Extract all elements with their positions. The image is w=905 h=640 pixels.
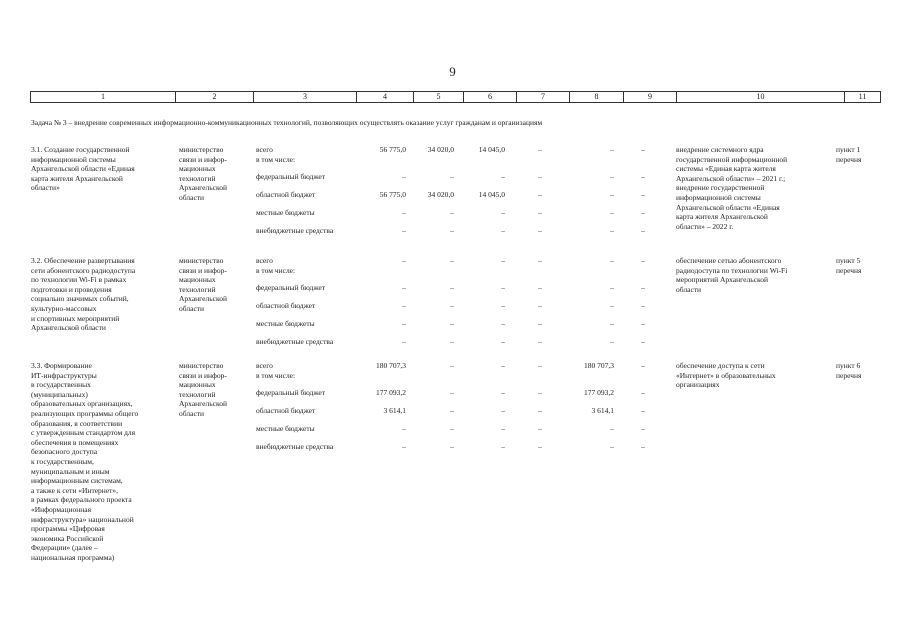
item-result <box>676 145 828 231</box>
item-result-line: области <box>676 284 702 294</box>
item-name-line: и спортивных мероприятий <box>31 313 120 323</box>
funding-row <box>256 337 666 347</box>
funding-value-6: – <box>501 208 505 217</box>
item-result <box>676 361 828 390</box>
item-result-line: обеспечение доступа к сети <box>676 361 765 370</box>
funding-value-9: – <box>641 172 645 181</box>
funding-value-8: – <box>610 226 614 235</box>
page-number: 9 <box>449 64 456 79</box>
funding-source-label-line: федеральный бюджет <box>256 388 326 397</box>
funding-value-4: – <box>402 226 406 235</box>
funding-source-label <box>256 406 315 416</box>
task-title: Задача № 3 – внедрение современных информационно-коммуникационных технологий, позволяющих осуществлять оказание услуг гражданам и организациям <box>31 118 543 127</box>
funding-value-6: – <box>501 301 505 310</box>
item-executor <box>179 256 249 314</box>
item-result-line: внедрение системного ядра <box>676 145 764 154</box>
funding-value-7: – <box>538 361 542 370</box>
funding-value-6: – <box>501 442 505 451</box>
funding-value-5: – <box>450 406 454 415</box>
funding-source-label-line: областной бюджет <box>256 406 316 415</box>
item-name <box>31 256 173 333</box>
item-result-line: системы «Единая карта жителя <box>676 164 776 174</box>
funding-value-4: – <box>402 172 406 181</box>
item-name-line: карта жителя Архангельской <box>31 173 123 183</box>
item-name <box>31 145 173 193</box>
funding-source-label-line: федеральный бюджет <box>256 172 326 181</box>
funding-value-8: – <box>610 283 614 292</box>
funding-value-9: – <box>641 208 645 217</box>
funding-value-8: – <box>610 301 614 310</box>
item-executor <box>179 145 249 203</box>
item-name-line: реализующих программы общего <box>31 408 139 418</box>
item-reference-line: перечня <box>836 154 862 164</box>
funding-value-7: – <box>538 283 542 292</box>
funding-row <box>256 208 666 218</box>
item-executor-line: технологий <box>179 284 216 294</box>
funding-row <box>256 283 666 293</box>
funding-source-label <box>256 226 333 236</box>
funding-value-6: 14 045,0 <box>478 145 505 154</box>
item-name <box>31 361 173 562</box>
item-name-line: инфраструктура» национальной <box>31 514 134 524</box>
item-name-line: с утвержденным стандартом для <box>31 428 136 438</box>
funding-value-6: – <box>501 406 505 415</box>
funding-value-9: – <box>641 301 645 310</box>
funding-value-9: – <box>641 319 645 328</box>
funding-value-5: 34 020,0 <box>427 190 454 199</box>
funding-value-6: – <box>501 226 505 235</box>
funding-value-8: – <box>610 442 614 451</box>
item-name-line: Федерации» (далее – <box>31 543 98 553</box>
funding-value-7: – <box>538 256 542 265</box>
funding-source-label-line: местные бюджеты <box>256 424 315 433</box>
funding-value-8: 180 707,3 <box>584 361 614 370</box>
funding-value-7: – <box>538 424 542 433</box>
item-reference-line: пункт 1 <box>836 145 861 154</box>
item-result-line: области» – 2022 г. <box>676 221 734 231</box>
funding-value-7: – <box>538 208 542 217</box>
item-name-line: 3.2. Обеспечение развертывания <box>31 256 135 265</box>
funding-value-4: 177 093,2 <box>376 388 406 397</box>
funding-source-label-line: в том числе: <box>256 155 296 164</box>
funding-value-5: – <box>450 256 454 265</box>
funding-source-label <box>256 208 315 218</box>
item-reference-line: перечня <box>836 265 862 275</box>
funding-row <box>256 442 666 452</box>
funding-value-6: 14 045,0 <box>478 190 505 199</box>
funding-value-9: – <box>641 145 645 154</box>
funding-value-8: – <box>610 337 614 346</box>
funding-source-label-line: внебюджетные средства <box>256 337 334 346</box>
item-result-line: информационной системы <box>676 192 761 202</box>
funding-value-5: – <box>450 337 454 346</box>
funding-row <box>256 145 666 164</box>
item-name-line: муниципальным и иным <box>31 466 110 476</box>
column-number-2: 2 <box>176 92 254 103</box>
item-executor-line: связи и инфор- <box>179 154 227 164</box>
item-name-line: подготовки и проведения <box>31 284 112 294</box>
item-result-line: обеспечение сетью абонентского <box>676 256 782 265</box>
item-result-line: Архангельской области «Единая <box>676 202 780 212</box>
funding-value-7: – <box>538 442 542 451</box>
item-name-line: экономика Российской <box>31 533 104 543</box>
item-result <box>676 256 828 294</box>
funding-value-4: – <box>402 424 406 433</box>
item-name-line: 3.3. Формирование <box>31 361 92 370</box>
column-number-10: 10 <box>677 92 845 103</box>
funding-value-5: – <box>450 208 454 217</box>
column-number-5: 5 <box>414 92 464 103</box>
funding-value-5: – <box>450 301 454 310</box>
item-result-line: внедрение государственной <box>676 183 765 193</box>
funding-value-5: – <box>450 424 454 433</box>
funding-source-label <box>256 442 333 452</box>
funding-value-7: – <box>538 388 542 397</box>
funding-source-label <box>256 337 333 347</box>
funding-value-8: 177 093,2 <box>584 388 614 397</box>
funding-value-6: – <box>501 388 505 397</box>
item-executor-line: мационных <box>179 164 216 174</box>
column-number-9: 9 <box>624 92 677 103</box>
item-name-line: к государственным, <box>31 456 94 466</box>
funding-value-6: – <box>501 319 505 328</box>
item-name-line: безопасного доступа <box>31 447 98 457</box>
funding-row <box>256 424 666 434</box>
item-executor-line: области <box>179 303 205 313</box>
item-name-line: «Информационная <box>31 504 92 514</box>
funding-value-9: – <box>641 361 645 370</box>
funding-row <box>256 319 666 329</box>
item-executor-line: связи и инфор- <box>179 370 227 380</box>
funding-value-5: – <box>450 172 454 181</box>
column-number-1: 1 <box>31 92 176 103</box>
item-name-line: по технологии Wi-Fi в рамках <box>31 275 127 285</box>
funding-value-5: – <box>450 361 454 370</box>
funding-value-9: – <box>641 226 645 235</box>
item-executor-line: мационных <box>179 275 216 285</box>
funding-value-4: – <box>402 442 406 451</box>
funding-value-5: – <box>450 226 454 235</box>
item-result-line: Архангельской области» – 2021 г.; <box>676 173 786 183</box>
funding-row <box>256 172 666 182</box>
item-name-line: а также к сети «Интернет», <box>31 485 119 495</box>
item-executor-line: области <box>179 192 205 202</box>
funding-value-6: – <box>501 256 505 265</box>
funding-source-label <box>256 172 325 182</box>
funding-source-label-line: в том числе: <box>256 266 296 275</box>
item-name-line: (муниципальных) <box>31 389 88 399</box>
column-number-11: 11 <box>845 92 881 103</box>
column-number-3: 3 <box>254 92 357 103</box>
funding-row <box>256 361 666 380</box>
item-executor-line: Архангельской <box>179 294 227 304</box>
funding-row <box>256 301 666 311</box>
funding-value-7: – <box>538 145 542 154</box>
item-reference-line: пункт 6 <box>836 361 861 370</box>
funding-value-7: – <box>538 319 542 328</box>
funding-row <box>256 406 666 416</box>
funding-value-4: – <box>402 256 406 265</box>
funding-source-label-line: всего <box>256 361 273 370</box>
funding-value-6: – <box>501 172 505 181</box>
item-executor <box>179 361 249 419</box>
item-executor-line: Архангельской <box>179 399 227 409</box>
funding-value-4: – <box>402 319 406 328</box>
item-executor-line: технологий <box>179 389 216 399</box>
item-name-line: обеспечения в помещениях <box>31 437 119 447</box>
funding-value-4: – <box>402 301 406 310</box>
funding-value-7: – <box>538 301 542 310</box>
item-reference <box>836 145 880 164</box>
funding-value-5: – <box>450 283 454 292</box>
item-name-line: информационным системам, <box>31 476 123 486</box>
funding-value-9: – <box>641 442 645 451</box>
funding-source-label-line: областной бюджет <box>256 301 316 310</box>
funding-value-6: – <box>501 337 505 346</box>
item-executor-line: министерство <box>179 145 224 154</box>
item-executor-line: мационных <box>179 380 216 390</box>
funding-row <box>256 388 666 398</box>
item-name-line: программы «Цифровая <box>31 524 105 534</box>
item-reference <box>836 361 880 380</box>
funding-value-8: – <box>610 190 614 199</box>
item-name-line: 3.1. Создание государственной <box>31 145 130 154</box>
item-name-line: информационной системы <box>31 154 116 164</box>
funding-value-8: – <box>610 172 614 181</box>
item-reference-line: перечня <box>836 370 862 380</box>
funding-value-9: – <box>641 337 645 346</box>
funding-source-label-line: в том числе: <box>256 371 296 380</box>
funding-value-4: 3 614,1 <box>383 406 406 415</box>
funding-value-5: – <box>450 388 454 397</box>
funding-source-label <box>256 388 325 398</box>
item-result-line: мероприятий Архангельской <box>676 275 768 285</box>
funding-value-9: – <box>641 424 645 433</box>
funding-source-label <box>256 145 295 165</box>
funding-value-8: – <box>610 145 614 154</box>
item-name-line: образования, в соответствии <box>31 418 123 428</box>
item-executor-line: министерство <box>179 361 224 370</box>
item-result-line: «Интернет» в образовательных <box>676 370 776 380</box>
item-name-line: Архангельской области «Единая <box>31 164 135 174</box>
funding-source-label <box>256 190 315 200</box>
funding-value-7: – <box>538 190 542 199</box>
funding-value-4: – <box>402 337 406 346</box>
item-executor-line: Архангельской <box>179 183 227 193</box>
funding-source-label-line: внебюджетные средства <box>256 226 334 235</box>
funding-value-7: – <box>538 337 542 346</box>
funding-source-label-line: федеральный бюджет <box>256 283 326 292</box>
column-number-7: 7 <box>517 92 570 103</box>
column-number-row <box>31 92 881 103</box>
item-executor-line: министерство <box>179 256 224 265</box>
funding-value-5: – <box>450 319 454 328</box>
funding-value-9: – <box>641 388 645 397</box>
item-name-line: социально значимых событий, <box>31 294 129 304</box>
funding-source-label-line: местные бюджеты <box>256 319 315 328</box>
funding-source-label-line: местные бюджеты <box>256 208 315 217</box>
funding-value-6: – <box>501 424 505 433</box>
funding-value-8: – <box>610 424 614 433</box>
funding-row <box>256 190 666 200</box>
item-executor-line: связи и инфор- <box>179 265 227 275</box>
funding-value-4: – <box>402 208 406 217</box>
item-result-line: государственной информационной <box>676 154 788 164</box>
column-number-6: 6 <box>464 92 517 103</box>
funding-value-9: – <box>641 406 645 415</box>
column-header-table <box>30 91 881 103</box>
item-executor-line: технологий <box>179 173 216 183</box>
funding-value-7: – <box>538 172 542 181</box>
funding-source-label <box>256 256 295 276</box>
funding-row <box>256 226 666 236</box>
funding-value-7: – <box>538 406 542 415</box>
column-number-4: 4 <box>357 92 414 103</box>
item-name-line: национальная программа) <box>31 552 115 562</box>
funding-value-9: – <box>641 256 645 265</box>
item-name-line: в рамках федерального проекта <box>31 495 132 505</box>
funding-value-4: 56 775,0 <box>379 145 406 154</box>
funding-value-6: – <box>501 283 505 292</box>
funding-value-9: – <box>641 283 645 292</box>
funding-source-label-line: областной бюджет <box>256 190 316 199</box>
funding-source-label <box>256 301 315 311</box>
funding-value-6: – <box>501 361 505 370</box>
funding-source-label-line: всего <box>256 256 273 265</box>
funding-value-8: 3 614,1 <box>591 406 614 415</box>
funding-value-8: – <box>610 319 614 328</box>
item-result-line: организациях <box>676 380 720 390</box>
item-result-line: карта жителя Архангельской <box>676 212 768 222</box>
funding-value-4: 180 707,3 <box>376 361 406 370</box>
item-name-line: образовательных организациях, <box>31 399 133 409</box>
item-name-line: Архангельской области <box>31 323 106 333</box>
item-executor-line: области <box>179 408 205 418</box>
funding-value-9: – <box>641 190 645 199</box>
item-reference-line: пункт 5 <box>836 256 861 265</box>
item-name-line: культурно-массовых <box>31 303 97 313</box>
item-name-line: сети абонентского радиодоступа <box>31 265 136 275</box>
item-reference <box>836 256 880 275</box>
item-name-line: области» <box>31 183 60 193</box>
funding-source-label <box>256 361 295 381</box>
funding-value-7: – <box>538 226 542 235</box>
funding-source-label <box>256 424 315 434</box>
column-number-8: 8 <box>570 92 624 103</box>
item-name-line: в государственных <box>31 380 91 390</box>
funding-value-8: – <box>610 208 614 217</box>
funding-source-label <box>256 319 315 329</box>
item-name-line: ИТ-инфраструктуры <box>31 370 97 380</box>
funding-value-4: – <box>402 283 406 292</box>
funding-value-5: 34 020,0 <box>427 145 454 154</box>
funding-source-label-line: всего <box>256 145 273 154</box>
funding-row <box>256 256 666 275</box>
funding-source-label <box>256 283 325 293</box>
funding-value-8: – <box>610 256 614 265</box>
funding-value-4: 56 775,0 <box>379 190 406 199</box>
funding-value-5: – <box>450 442 454 451</box>
item-result-line: радиодоступа по технологии Wi-Fi <box>676 265 788 275</box>
funding-source-label-line: внебюджетные средства <box>256 442 334 451</box>
